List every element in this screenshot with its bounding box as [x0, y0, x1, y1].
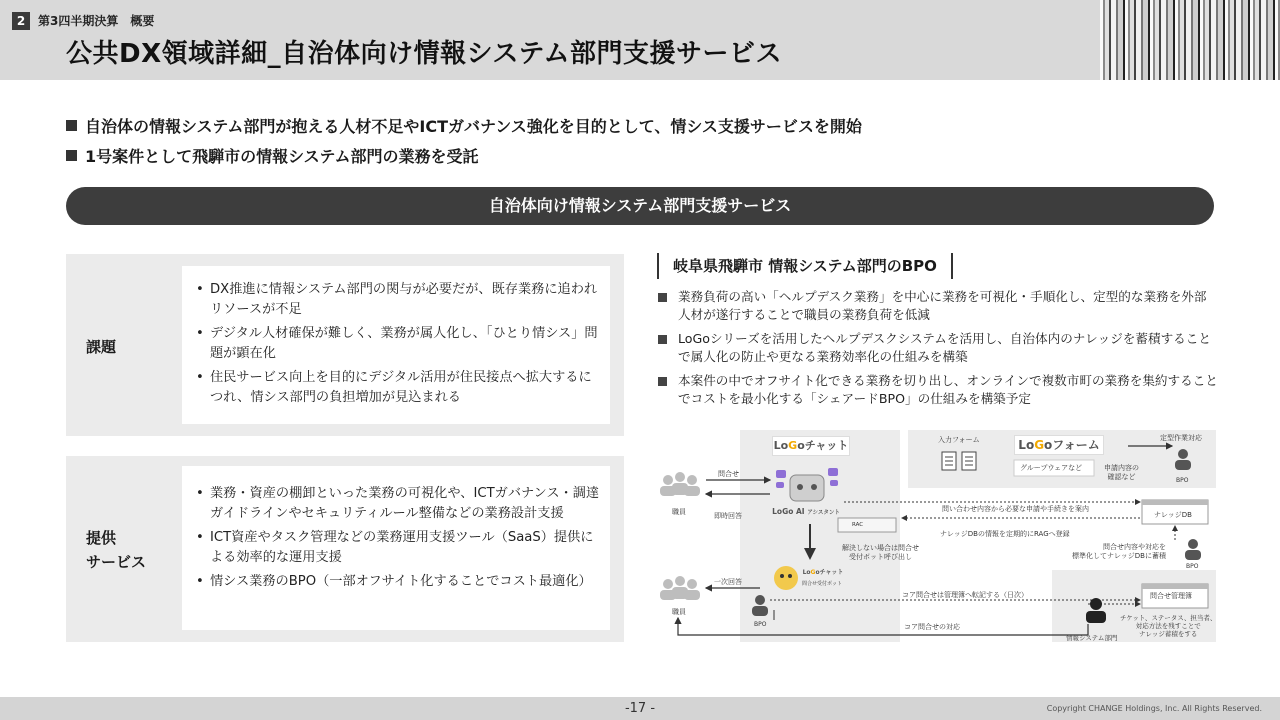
summary-bullet [66, 142, 862, 172]
rac-label: RAC [852, 522, 864, 528]
bpo-label: BPO [1176, 477, 1189, 484]
bpo-label: BPO [754, 621, 767, 628]
bpo-person-icon [1185, 539, 1201, 560]
bpo-label: BPO [1186, 563, 1199, 570]
bpo-item-text: LoGoシリーズを活用したヘルプデスクシステムを活用し、自治体内のナレッジを蓄積することで属人化の防止や更なる業務効率化の仕組みを構築 [678, 331, 1211, 364]
logo-form: LoGoフォーム [1014, 435, 1104, 455]
logo-bot: LoGoチャット [802, 569, 844, 576]
logo-ai-assistant: LoGo AI アシスタント [772, 507, 840, 516]
services-box [66, 456, 624, 642]
groupware-label: グループウェアなど [1020, 464, 1083, 472]
knowledge-db-label: ナレッジDB [1154, 511, 1192, 519]
service-item: • ICT資産やタスク管理などの業務運用支援ツール（SaaS）提供による効率的な運用支援 [196, 528, 600, 568]
bpo-list [658, 288, 1218, 414]
copyright: Copyright CHANGE Holdings, Inc. All Rights Reserved. [1046, 704, 1262, 713]
staff-group-icon [660, 472, 700, 496]
ticket-note-label: チケット、ステータス、担当者、 対応方法を残すことで ナレッジ蓄積をする [1120, 614, 1217, 638]
page-title: 公共DX領域詳細_自治体向け情報システム部門支援サービス [66, 39, 783, 69]
fixed-work-label: 定型作業対応 [1160, 434, 1202, 442]
service-banner: 自治体向け情報システム部門支援サービス [66, 187, 1214, 225]
issues-label: 課題 [86, 338, 117, 356]
instant-answer-label: 即時回答 [714, 512, 742, 520]
footer-bar [0, 697, 1280, 720]
issue-item: • デジタル人材確保が難しく、業務が属人化し、「ひとり情シス」問題が顕在化 [196, 324, 600, 364]
square-bullet-icon [658, 293, 667, 302]
standardize-label: 問合せ内容や対応を 標準化してナレッジDBに蓄積 [1072, 543, 1166, 560]
summary-bullets [66, 112, 862, 172]
inquiry-bot-icon [774, 566, 798, 590]
bpo-item-text: 業務負荷の高い「ヘルプデスク業務」を中心に業務を可視化・手順化し、定型的な業務を外部人材が遂行することで職員の業務負荷を低減 [678, 289, 1207, 322]
issues-box [66, 254, 624, 436]
service-item: • 業務・資産の棚卸といった業務の可視化や、ICTガバナンス・調達ガイドラインやセキュリティルール整備などの業務設計支援 [196, 484, 600, 524]
apply-confirm-label: 申請内容の 確認など [1104, 464, 1139, 481]
services-list [182, 466, 610, 630]
diagram-graphics [652, 430, 1216, 645]
services-label [86, 526, 146, 574]
issue-item: • DX推進に情報システム部門の関与が必要だが、既存業務に追われリソースが不足 [196, 280, 600, 320]
summary-bullet-text: 自治体の情報システム部門が抱える人材不足やICTガバナンス強化を目的として、情シス支援サービスを開始 [85, 117, 862, 136]
section-number-badge: 2 [12, 12, 30, 30]
section-label: 第3四半期決算 概要 [38, 14, 155, 28]
bot-sub-label: 問合せ受付ボット [802, 581, 843, 587]
first-answer-label: 一次回答 [714, 578, 742, 586]
rac-box [838, 518, 896, 532]
logo-chat: LoGoチャット [772, 436, 850, 456]
staff-group-icon [660, 576, 700, 600]
issues-list [182, 266, 610, 424]
bpo-item-text: 本案件の中でオフサイト化できる業務を切り出し、オンラインで複数市町の業務を集約することでコストを最小化する「シェアードBPO」の仕組みを構築予定 [678, 373, 1218, 406]
issue-item: • 住民サービス向上を目的にデジタル活用が住民接点へ拡大するにつれ、情シス部門の負担増加が見込まれる [196, 368, 600, 408]
rag-register-label: ナレッジDBの情報を定期的にRAGへ登録 [940, 530, 1070, 538]
services-label-line: 提供 [86, 529, 117, 547]
bpo-item [658, 288, 1218, 324]
unresolved-label: 解決しない場合は問合せ 受付ボット呼び出し [842, 544, 919, 561]
core-transfer-label: コア問合せは管理簿へ転記する（日次） [902, 591, 1028, 599]
bpo-item [658, 330, 1218, 366]
info-dept-label: 情報システム部門 [1066, 634, 1118, 642]
service-item: • 情シス業務のBPO（一部オフサイト化することでコスト最適化） [196, 572, 600, 592]
summary-bullet-text: 1号案件として飛騨市の情報システム部門の業務を受託 [85, 147, 479, 166]
square-bullet-icon [66, 120, 77, 131]
square-bullet-icon [658, 335, 667, 344]
inquiry-label: 問合せ [718, 470, 739, 478]
square-bullet-icon [658, 377, 667, 386]
square-bullet-icon [66, 150, 77, 161]
forward-message: 問い合わせ内容から必要な申請や手続きを案内 [942, 505, 1089, 513]
bpo-title: 岐阜県飛騨市 情報システム部門のBPO [657, 253, 953, 279]
barcode-decoration [1100, 0, 1280, 80]
services-label-line: サービス [86, 553, 147, 571]
summary-bullet [66, 112, 862, 142]
header-bar [0, 0, 1280, 80]
bpo-item [658, 372, 1218, 408]
staff-label: 職員 [672, 508, 686, 516]
core-response-label: コア問合せの対応 [904, 623, 960, 631]
staff-label: 職員 [672, 608, 686, 616]
page-number: -17 - [624, 701, 656, 716]
input-form-label: 入力フォーム [938, 436, 980, 444]
helpdesk-flow-diagram [652, 430, 1216, 645]
inquiry-ledger-label: 問合せ管理簿 [1150, 592, 1192, 600]
